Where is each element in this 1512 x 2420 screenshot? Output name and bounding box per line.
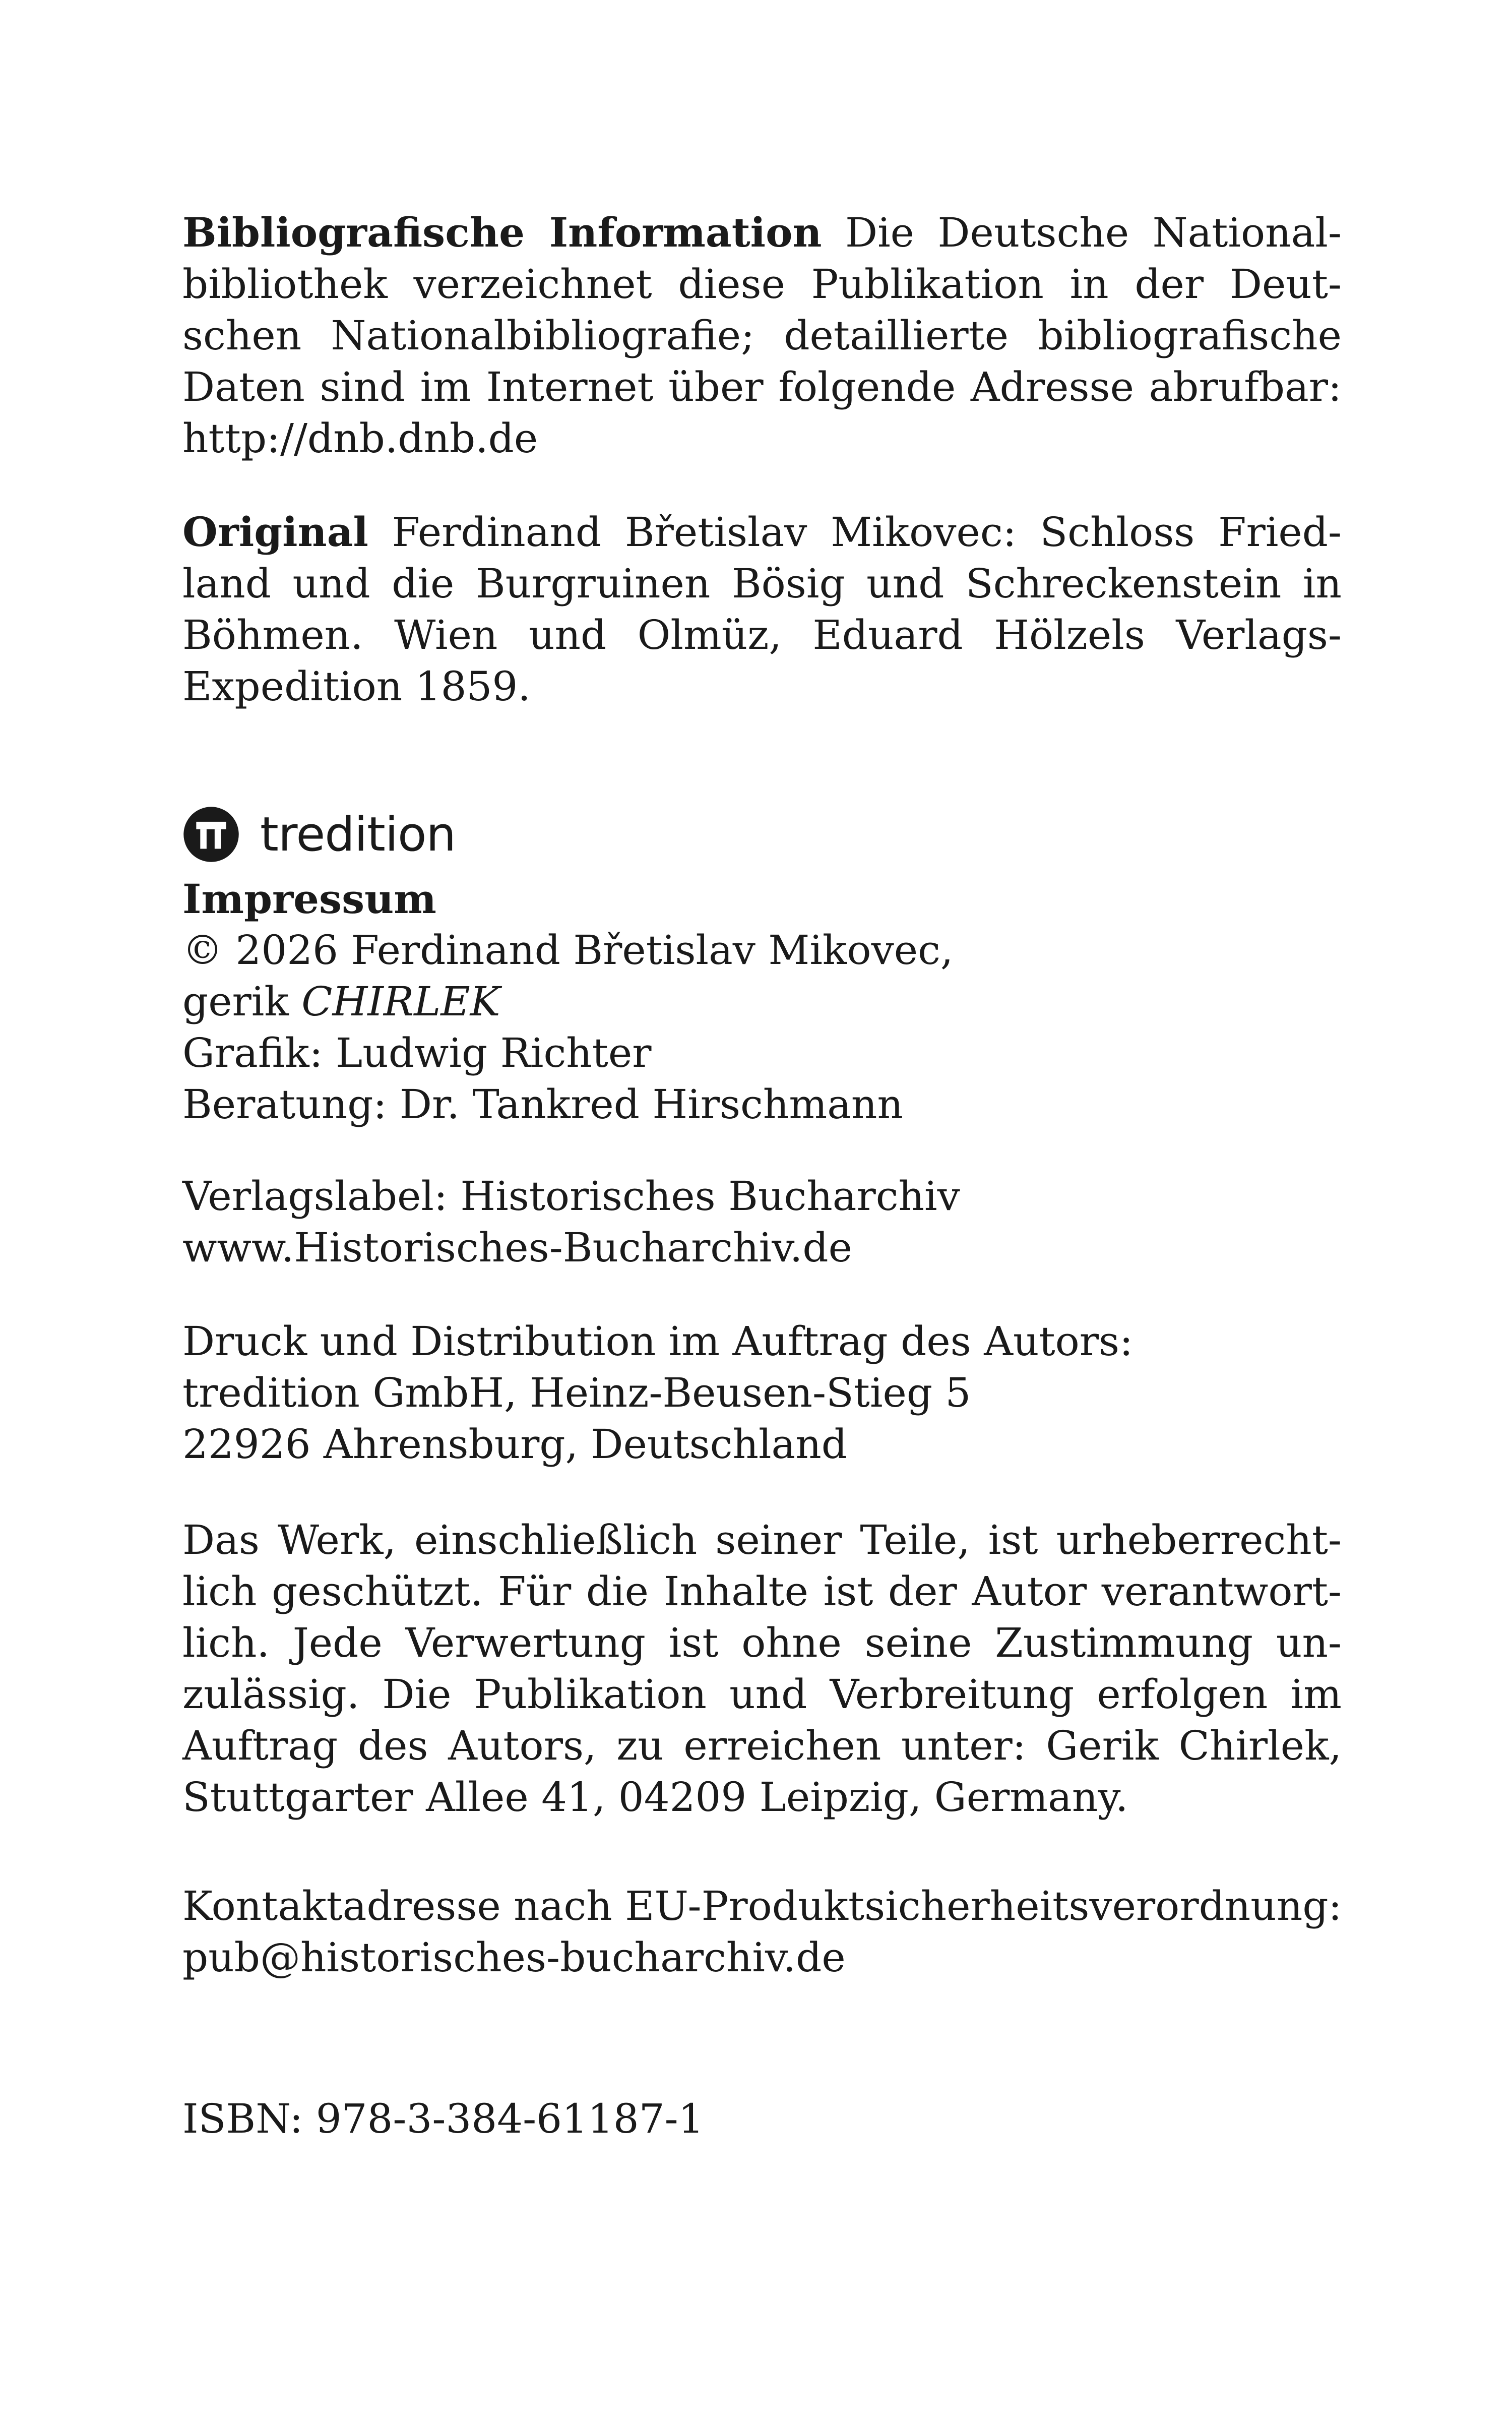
druck-line-1: Druck und Distribution im Auftrag des Autors:: [182, 1318, 1133, 1365]
bibliographic-text: Die Deutsche Nationalbibliothek verzeichnet diese Publikation in der Deutschen Nationalbibliografie; detaillierte bibliografische Daten sind im Internet über folgende Adresse abrufbar: http://dnb.dnb.de: [182, 209, 1342, 462]
isbn: [182, 2093, 1342, 2145]
impressum-copyright: © 2026 Ferdinand Břetislav Mikovec,: [182, 927, 954, 974]
impressum-editor: [182, 976, 1342, 1027]
tredition-logo-text: tredition: [260, 807, 456, 862]
druck-section: [182, 1316, 1342, 1470]
druck-line-2: tredition GmbH, Heinz-Beusen-Stieg 5: [182, 1369, 971, 1416]
tredition-logo: [182, 804, 456, 865]
impressum-heading: Impressum: [182, 875, 436, 923]
verlag-section: [182, 1171, 1342, 1274]
isbn-text: ISBN: 978-3-384-61187-1: [182, 2095, 704, 2142]
werk-copyright-notice: [182, 1515, 1342, 1823]
tredition-logo-icon: [182, 806, 240, 863]
original-heading: Original: [182, 508, 368, 556]
impressum-section: [182, 873, 1342, 1130]
kontakt-line-1: Kontaktadresse nach EU-Produktsicherheitsverordnung:: [182, 1883, 1342, 1929]
impressum-beratung: Beratung: Dr. Tankred Hirschmann: [182, 1081, 903, 1128]
verlag-url: www.Historisches-Bucharchiv.de: [182, 1224, 852, 1271]
original-text: Ferdinand Břetislav Mikovec: Schloss Friedland und die Burgruinen Bösig und Schreckenstein in Böhmen. Wien und Olmüz, Eduard Hölzels Verlags-Expedition 1859.: [182, 509, 1342, 710]
impressum-grafik: Grafik: Ludwig Richter: [182, 1030, 652, 1076]
bibliographic-heading: Bibliografische Information: [182, 209, 822, 256]
editor-name: CHIRLEK: [301, 978, 500, 1025]
kontakt-email: pub@historisches-bucharchiv.de: [182, 1934, 846, 1981]
verlag-label: Verlagslabel: Historisches Bucharchiv: [182, 1173, 960, 1220]
druck-line-3: 22926 Ahrensburg, Deutschland: [182, 1421, 847, 1468]
werk-text: Das Werk, einschließlich seiner Teile, ist urheberrechtlich geschützt. Für die Inhalte ist der Autor verantwortlich. Jede Verwertung ist ohne seine Zustimmung unzulässig. Die Publikation und Verbreitung erfolgen im Auftrag des Autors, zu erreichen unter: Gerik Chirlek, Stuttgarter Allee 41, 04209 Leipzig, Germany.: [182, 1517, 1342, 1821]
kontakt-section: [182, 1881, 1342, 1983]
bibliographic-info: [182, 207, 1342, 464]
editor-prefix: gerik: [182, 978, 302, 1025]
original-info: [182, 506, 1342, 712]
